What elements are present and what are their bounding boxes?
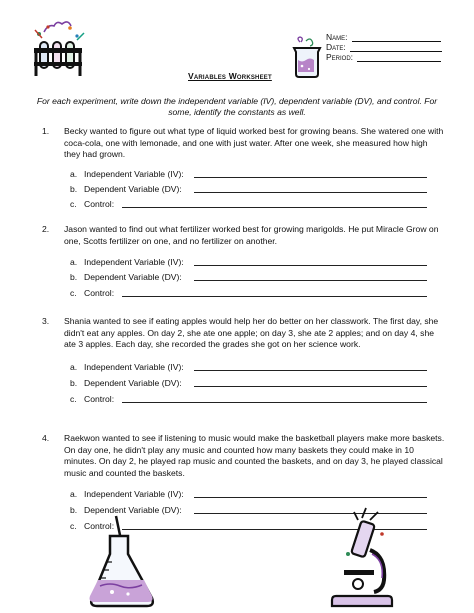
answer-blank[interactable] xyxy=(122,402,427,403)
iv-label: Independent Variable (IV): xyxy=(84,362,184,372)
q3-iv-row[interactable] xyxy=(70,362,430,372)
answer-letter: c. xyxy=(70,521,77,531)
q1-dv-row[interactable] xyxy=(70,184,430,194)
name-blank[interactable] xyxy=(352,33,441,42)
control-label: Control: xyxy=(84,521,115,531)
beaker-icon xyxy=(286,36,326,80)
q4-iv-row[interactable] xyxy=(70,489,430,499)
period-label: Period: xyxy=(326,52,354,62)
date-blank[interactable] xyxy=(350,43,442,52)
period-blank[interactable] xyxy=(357,53,441,62)
answer-letter: c. xyxy=(70,288,77,298)
answer-letter: b. xyxy=(70,272,78,282)
answer-blank[interactable] xyxy=(194,386,427,387)
date-label: Date: xyxy=(326,42,346,52)
q1-iv-row[interactable] xyxy=(70,169,430,179)
answer-letter: a. xyxy=(70,257,78,267)
question-number: 4. xyxy=(42,433,50,443)
answer-blank[interactable] xyxy=(194,370,427,371)
answer-blank[interactable] xyxy=(194,280,427,281)
question-3 xyxy=(42,316,446,351)
flask-icon xyxy=(84,514,160,610)
answer-blank[interactable] xyxy=(122,296,427,297)
answer-letter: a. xyxy=(70,489,78,499)
iv-label: Independent Variable (IV): xyxy=(84,257,184,267)
answer-blank[interactable] xyxy=(194,265,427,266)
answer-blank[interactable] xyxy=(194,497,427,498)
answer-letter: b. xyxy=(70,505,78,515)
control-label: Control: xyxy=(84,288,115,298)
dv-label: Dependent Variable (DV): xyxy=(84,505,182,515)
q3-dv-row[interactable] xyxy=(70,378,430,388)
question-number: 3. xyxy=(42,316,50,326)
question-text: Raekwon wanted to see if listening to music would make the basketball players make more baskets. On day one, he didn't play any music and counted how many baskets they could make in 10 minutes. On day 2, he played rap music and counted the baskets, and on day 3, he played classical music and counted the baskets. xyxy=(64,433,445,478)
name-label: Name: xyxy=(326,32,348,42)
q1-control-row[interactable] xyxy=(70,199,430,209)
microscope-icon xyxy=(322,504,402,610)
question-number: 1. xyxy=(42,126,50,136)
question-text: Shania wanted to see if eating apples would help her do better on her classwork. The first day, she didn't eat any apples. On day 2, she ate one apple; on day 3, she ate 2 apples; and on day 4, she ate 3 apples. Each day, she recorded the grades she got on her science work. xyxy=(64,316,439,349)
date-field[interactable] xyxy=(326,42,442,52)
answer-letter: c. xyxy=(70,394,77,404)
question-number: 2. xyxy=(42,224,50,234)
question-text: Jason wanted to find out what fertilizer worked best for growing marigolds. He put Miracle Grow on one, Scotts fertilizer on one, and no fertilizer on another. xyxy=(64,224,439,246)
control-label: Control: xyxy=(84,199,115,209)
worksheet-title: Variables Worksheet xyxy=(188,71,272,81)
dv-label: Dependent Variable (DV): xyxy=(84,184,182,194)
iv-label: Independent Variable (IV): xyxy=(84,169,184,179)
question-1 xyxy=(42,126,446,161)
iv-label: Independent Variable (IV): xyxy=(84,489,184,499)
answer-letter: b. xyxy=(70,184,78,194)
test-tube-rack-icon xyxy=(22,18,94,80)
dv-label: Dependent Variable (DV): xyxy=(84,378,182,388)
answer-blank[interactable] xyxy=(122,207,427,208)
instructions: For each experiment, write down the independent variable (IV), dependent variable (DV), and control. For some, identify the constants as well. xyxy=(36,96,438,117)
question-2 xyxy=(42,224,446,247)
answer-blank[interactable] xyxy=(194,177,427,178)
answer-letter: c. xyxy=(70,199,77,209)
name-field[interactable] xyxy=(326,32,441,42)
dv-label: Dependent Variable (DV): xyxy=(84,272,182,282)
answer-letter: a. xyxy=(70,169,78,179)
answer-blank[interactable] xyxy=(194,192,427,193)
question-4 xyxy=(42,433,446,479)
period-field[interactable] xyxy=(326,52,441,62)
q2-dv-row[interactable] xyxy=(70,272,430,282)
answer-letter: b. xyxy=(70,378,78,388)
control-label: Control: xyxy=(84,394,115,404)
q2-control-row[interactable] xyxy=(70,288,430,298)
q2-iv-row[interactable] xyxy=(70,257,430,267)
answer-letter: a. xyxy=(70,362,78,372)
q3-control-row[interactable] xyxy=(70,394,430,404)
question-text: Becky wanted to figure out what type of liquid worked best for growing beans. She watered one with coca-cola, one with lemonade, and one with just water. After one week, she measured how high they had grown. xyxy=(64,126,444,159)
